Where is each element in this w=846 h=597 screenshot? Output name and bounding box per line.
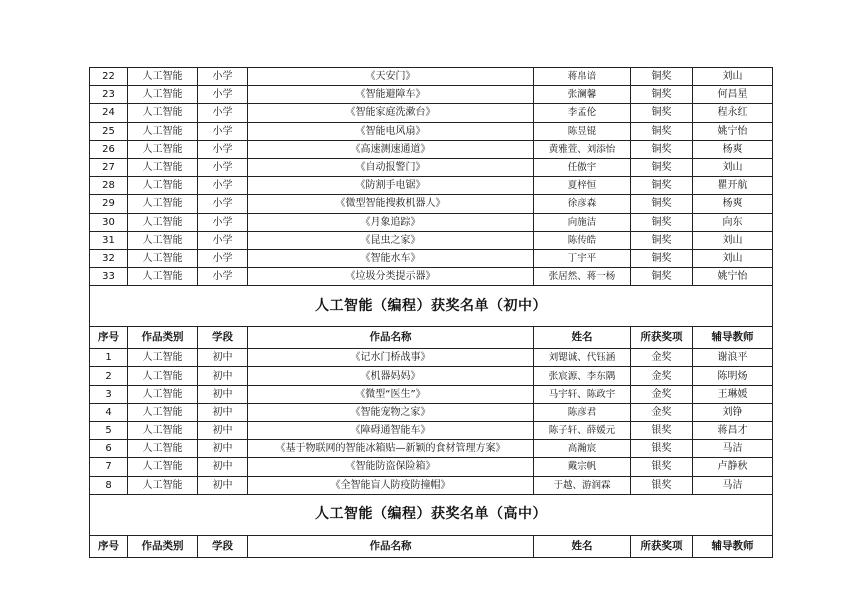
cell-award: 铜奖 bbox=[631, 268, 693, 286]
table-row bbox=[90, 122, 773, 140]
cell-teacher: 刘山 bbox=[693, 68, 773, 86]
table-row bbox=[90, 385, 773, 403]
cell-names: 张居然、蒋一杨 bbox=[534, 268, 631, 286]
cell-award: 铜奖 bbox=[631, 68, 693, 86]
cell-teacher: 刘山 bbox=[693, 158, 773, 176]
cell-no: 31 bbox=[90, 231, 128, 249]
section-title-senior: 人工智能（编程）获奖名单（高中） bbox=[90, 494, 773, 535]
cell-names: 陈彦君 bbox=[534, 403, 631, 421]
col-header-names: 姓名 bbox=[534, 535, 631, 557]
cell-teacher: 杨爽 bbox=[693, 140, 773, 158]
cell-category: 人工智能 bbox=[128, 158, 198, 176]
cell-award: 银奖 bbox=[631, 458, 693, 476]
table-row bbox=[90, 268, 773, 286]
cell-no: 8 bbox=[90, 476, 128, 494]
cell-level: 小学 bbox=[198, 213, 248, 231]
cell-names: 蒋帛谙 bbox=[534, 68, 631, 86]
cell-work: 《障碍通智能车》 bbox=[248, 422, 534, 440]
table-row bbox=[90, 458, 773, 476]
cell-level: 初中 bbox=[198, 349, 248, 367]
cell-work: 《智能水车》 bbox=[248, 249, 534, 267]
table-row bbox=[90, 140, 773, 158]
cell-level: 初中 bbox=[198, 403, 248, 421]
cell-names: 张澜馨 bbox=[534, 86, 631, 104]
cell-names: 丁宇平 bbox=[534, 249, 631, 267]
col-header-award: 所获奖项 bbox=[631, 535, 693, 557]
cell-work: 《基于物联网的智能冰箱贴—新颖的食材管理方案》 bbox=[248, 440, 534, 458]
cell-work: 《智能防盗保险箱》 bbox=[248, 458, 534, 476]
cell-award: 银奖 bbox=[631, 422, 693, 440]
cell-teacher: 姚宁怡 bbox=[693, 268, 773, 286]
cell-category: 人工智能 bbox=[128, 403, 198, 421]
col-header-work: 作品名称 bbox=[248, 327, 534, 349]
cell-work: 《防割手电锯》 bbox=[248, 177, 534, 195]
cell-no: 28 bbox=[90, 177, 128, 195]
cell-teacher: 陈明炀 bbox=[693, 367, 773, 385]
cell-work: 《智能电风扇》 bbox=[248, 122, 534, 140]
cell-work: 《全智能盲人防疫防撞帽》 bbox=[248, 476, 534, 494]
cell-teacher: 刘山 bbox=[693, 231, 773, 249]
cell-level: 初中 bbox=[198, 458, 248, 476]
cell-names: 任傲宇 bbox=[534, 158, 631, 176]
cell-level: 小学 bbox=[198, 195, 248, 213]
col-header-level: 学段 bbox=[198, 327, 248, 349]
cell-no: 3 bbox=[90, 385, 128, 403]
table-row bbox=[90, 403, 773, 421]
table-row bbox=[90, 195, 773, 213]
cell-teacher: 谢浪平 bbox=[693, 349, 773, 367]
table-row bbox=[90, 476, 773, 494]
cell-teacher: 王琳媛 bbox=[693, 385, 773, 403]
cell-no: 4 bbox=[90, 403, 128, 421]
cell-work: 《微型“医生”》 bbox=[248, 385, 534, 403]
cell-award: 铜奖 bbox=[631, 231, 693, 249]
cell-category: 人工智能 bbox=[128, 349, 198, 367]
cell-level: 初中 bbox=[198, 422, 248, 440]
cell-names: 马宇轩、陈政宇 bbox=[534, 385, 631, 403]
cell-names: 向施洁 bbox=[534, 213, 631, 231]
col-header-level: 学段 bbox=[198, 535, 248, 557]
table-row bbox=[90, 422, 773, 440]
cell-work: 《昆虫之家》 bbox=[248, 231, 534, 249]
cell-no: 26 bbox=[90, 140, 128, 158]
cell-names: 高瀚宸 bbox=[534, 440, 631, 458]
cell-level: 初中 bbox=[198, 367, 248, 385]
header-row bbox=[90, 327, 773, 349]
cell-no: 7 bbox=[90, 458, 128, 476]
cell-no: 5 bbox=[90, 422, 128, 440]
cell-no: 2 bbox=[90, 367, 128, 385]
cell-work: 《垃圾分类提示器》 bbox=[248, 268, 534, 286]
cell-award: 金奖 bbox=[631, 349, 693, 367]
col-header-no: 序号 bbox=[90, 327, 128, 349]
cell-teacher: 蒋昌才 bbox=[693, 422, 773, 440]
cell-work: 《微型智能搜救机器人》 bbox=[248, 195, 534, 213]
cell-category: 人工智能 bbox=[128, 367, 198, 385]
cell-teacher: 程永红 bbox=[693, 104, 773, 122]
cell-teacher: 刘山 bbox=[693, 249, 773, 267]
col-header-names: 姓名 bbox=[534, 327, 631, 349]
cell-work: 《自动报警门》 bbox=[248, 158, 534, 176]
cell-no: 27 bbox=[90, 158, 128, 176]
cell-level: 小学 bbox=[198, 86, 248, 104]
cell-work: 《月象追踪》 bbox=[248, 213, 534, 231]
cell-no: 30 bbox=[90, 213, 128, 231]
primary-section bbox=[90, 68, 773, 286]
cell-category: 人工智能 bbox=[128, 231, 198, 249]
cell-work: 《智能宠物之家》 bbox=[248, 403, 534, 421]
cell-no: 6 bbox=[90, 440, 128, 458]
cell-names: 陈昱锟 bbox=[534, 122, 631, 140]
cell-award: 金奖 bbox=[631, 403, 693, 421]
cell-names: 陈子轩、薛媛元 bbox=[534, 422, 631, 440]
cell-no: 22 bbox=[90, 68, 128, 86]
cell-no: 24 bbox=[90, 104, 128, 122]
cell-level: 小学 bbox=[198, 122, 248, 140]
cell-award: 银奖 bbox=[631, 440, 693, 458]
cell-award: 铜奖 bbox=[631, 104, 693, 122]
cell-category: 人工智能 bbox=[128, 68, 198, 86]
cell-names: 黄雅萱、刘添怡 bbox=[534, 140, 631, 158]
cell-teacher: 姚宁怡 bbox=[693, 122, 773, 140]
cell-names: 于越、游润霖 bbox=[534, 476, 631, 494]
table-row bbox=[90, 349, 773, 367]
cell-no: 32 bbox=[90, 249, 128, 267]
cell-category: 人工智能 bbox=[128, 458, 198, 476]
cell-category: 人工智能 bbox=[128, 86, 198, 104]
cell-level: 小学 bbox=[198, 158, 248, 176]
cell-no: 1 bbox=[90, 349, 128, 367]
cell-work: 《智能家庭洗漱台》 bbox=[248, 104, 534, 122]
cell-category: 人工智能 bbox=[128, 268, 198, 286]
cell-award: 铜奖 bbox=[631, 213, 693, 231]
cell-teacher: 杨爽 bbox=[693, 195, 773, 213]
cell-award: 金奖 bbox=[631, 367, 693, 385]
cell-category: 人工智能 bbox=[128, 249, 198, 267]
cell-category: 人工智能 bbox=[128, 476, 198, 494]
cell-no: 23 bbox=[90, 86, 128, 104]
cell-teacher: 卢静秋 bbox=[693, 458, 773, 476]
cell-names: 夏梓恒 bbox=[534, 177, 631, 195]
cell-award: 铜奖 bbox=[631, 158, 693, 176]
cell-award: 银奖 bbox=[631, 476, 693, 494]
cell-teacher: 瞿开航 bbox=[693, 177, 773, 195]
table-row bbox=[90, 213, 773, 231]
header-row-senior bbox=[90, 535, 773, 557]
cell-level: 初中 bbox=[198, 385, 248, 403]
cell-no: 29 bbox=[90, 195, 128, 213]
junior-section bbox=[90, 349, 773, 495]
table-row bbox=[90, 68, 773, 86]
cell-no: 25 bbox=[90, 122, 128, 140]
cell-category: 人工智能 bbox=[128, 177, 198, 195]
cell-category: 人工智能 bbox=[128, 213, 198, 231]
cell-award: 金奖 bbox=[631, 385, 693, 403]
cell-award: 铜奖 bbox=[631, 195, 693, 213]
cell-level: 小学 bbox=[198, 68, 248, 86]
cell-category: 人工智能 bbox=[128, 385, 198, 403]
cell-award: 铜奖 bbox=[631, 177, 693, 195]
cell-category: 人工智能 bbox=[128, 122, 198, 140]
cell-category: 人工智能 bbox=[128, 140, 198, 158]
table-row bbox=[90, 158, 773, 176]
table-row bbox=[90, 86, 773, 104]
cell-work: 《机器妈妈》 bbox=[248, 367, 534, 385]
table-row bbox=[90, 177, 773, 195]
col-header-no: 序号 bbox=[90, 535, 128, 557]
cell-award: 铜奖 bbox=[631, 249, 693, 267]
cell-category: 人工智能 bbox=[128, 104, 198, 122]
cell-award: 铜奖 bbox=[631, 122, 693, 140]
cell-category: 人工智能 bbox=[128, 422, 198, 440]
cell-teacher: 向东 bbox=[693, 213, 773, 231]
cell-level: 小学 bbox=[198, 231, 248, 249]
cell-category: 人工智能 bbox=[128, 440, 198, 458]
table-row bbox=[90, 440, 773, 458]
cell-level: 小学 bbox=[198, 249, 248, 267]
cell-level: 小学 bbox=[198, 104, 248, 122]
cell-level: 小学 bbox=[198, 140, 248, 158]
cell-work: 《天安门》 bbox=[248, 68, 534, 86]
table-row bbox=[90, 231, 773, 249]
cell-names: 戴宗帆 bbox=[534, 458, 631, 476]
cell-work: 《高速测速通道》 bbox=[248, 140, 534, 158]
col-header-work: 作品名称 bbox=[248, 535, 534, 557]
awards-table bbox=[89, 67, 773, 558]
cell-award: 铜奖 bbox=[631, 140, 693, 158]
cell-names: 徐彦森 bbox=[534, 195, 631, 213]
cell-level: 初中 bbox=[198, 440, 248, 458]
cell-names: 张宸源、李东隅 bbox=[534, 367, 631, 385]
cell-no: 33 bbox=[90, 268, 128, 286]
cell-teacher: 马洁 bbox=[693, 440, 773, 458]
table-row bbox=[90, 367, 773, 385]
col-header-teacher: 辅导教师 bbox=[693, 535, 773, 557]
cell-names: 李孟伦 bbox=[534, 104, 631, 122]
section-title-junior: 人工智能（编程）获奖名单（初中） bbox=[90, 286, 773, 327]
cell-level: 小学 bbox=[198, 268, 248, 286]
table-row bbox=[90, 249, 773, 267]
cell-teacher: 刘铮 bbox=[693, 403, 773, 421]
cell-category: 人工智能 bbox=[128, 195, 198, 213]
table-row bbox=[90, 104, 773, 122]
cell-work: 《记水门桥战事》 bbox=[248, 349, 534, 367]
cell-work: 《智能避障车》 bbox=[248, 86, 534, 104]
col-header-category: 作品类别 bbox=[128, 535, 198, 557]
cell-names: 陈传皓 bbox=[534, 231, 631, 249]
cell-award: 铜奖 bbox=[631, 86, 693, 104]
col-header-category: 作品类别 bbox=[128, 327, 198, 349]
cell-teacher: 何昌星 bbox=[693, 86, 773, 104]
col-header-teacher: 辅导教师 bbox=[693, 327, 773, 349]
cell-level: 初中 bbox=[198, 476, 248, 494]
cell-names: 刘锶诚、代钰涵 bbox=[534, 349, 631, 367]
col-header-award: 所获奖项 bbox=[631, 327, 693, 349]
cell-teacher: 马洁 bbox=[693, 476, 773, 494]
cell-level: 小学 bbox=[198, 177, 248, 195]
